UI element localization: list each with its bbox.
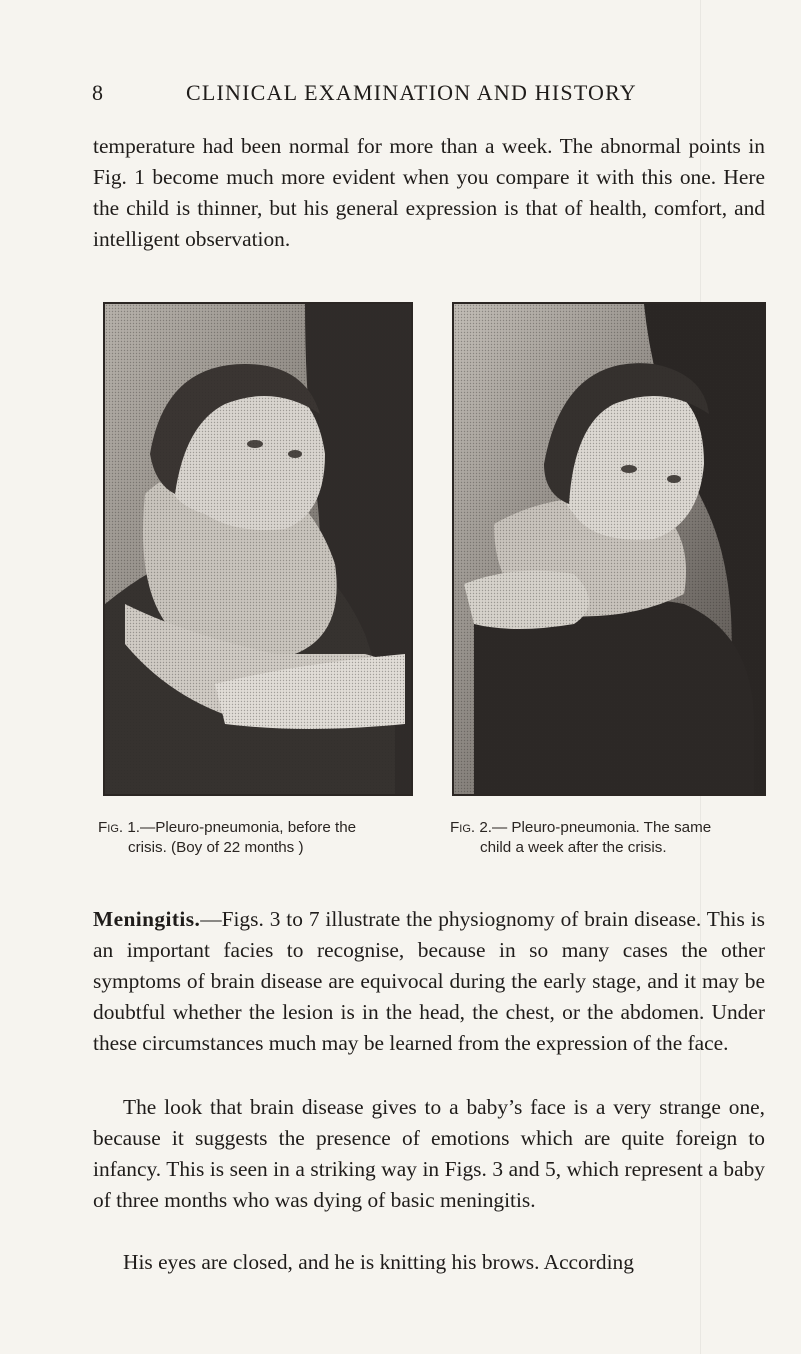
paragraph-meningitis xyxy=(93,904,765,1059)
figure-2-caption-line1: — Pleuro-pneumonia. The same xyxy=(492,819,712,836)
figure-2-caption-line2: child a week after the crisis. xyxy=(480,839,667,856)
figure-2-halftone xyxy=(454,304,764,794)
figure-1-photo xyxy=(103,302,413,796)
figure-2-label: Fig. 2. xyxy=(450,819,492,836)
figure-2-caption xyxy=(450,818,765,858)
figure-1-label: Fig. 1. xyxy=(98,819,140,836)
paragraph-top: temperature had been normal for more than a week. The abnormal points in Fig. 1 become much more evident when you compare it with this one. Here the child is thinner, but his general expression is that of health, comfort, and intelligent observation. xyxy=(93,134,765,251)
paragraph-look: The look that brain disease gives to a baby’s face is a very strange one, because it suggests the presence of emotions which are quite foreign to infancy. This is seen in a striking way in Figs. 3 and 5, which represent a baby of three months who was dying of basic meningitis. xyxy=(93,1095,765,1212)
running-title: CLINICAL EXAMINATION AND HISTORY xyxy=(186,80,637,105)
figure-1-caption-line2: crisis. (Boy of 22 months ) xyxy=(128,839,304,856)
figure-1-caption xyxy=(98,818,408,858)
meningitis-heading: Meningitis. xyxy=(93,907,201,931)
page-number: 8 xyxy=(92,80,103,105)
figure-2-photo xyxy=(452,302,766,796)
paragraph-meningitis-text: —Figs. 3 to 7 illustrate the physiognomy of brain disease. This is an important facies to recognise, because in so many cases the other symptoms of brain disease are equivocal during the early stage, and it may be doubtful whether the lesion is in the head, the chest, or the abdomen. Under these circumstances much may be learned from the expression of the face. xyxy=(93,907,765,1055)
paragraph-last: His eyes are closed, and he is knitting his brows. According xyxy=(123,1250,634,1274)
figure-1-halftone xyxy=(105,304,411,794)
figure-1-caption-line1: —Pleuro-pneumonia, before the xyxy=(140,819,357,836)
